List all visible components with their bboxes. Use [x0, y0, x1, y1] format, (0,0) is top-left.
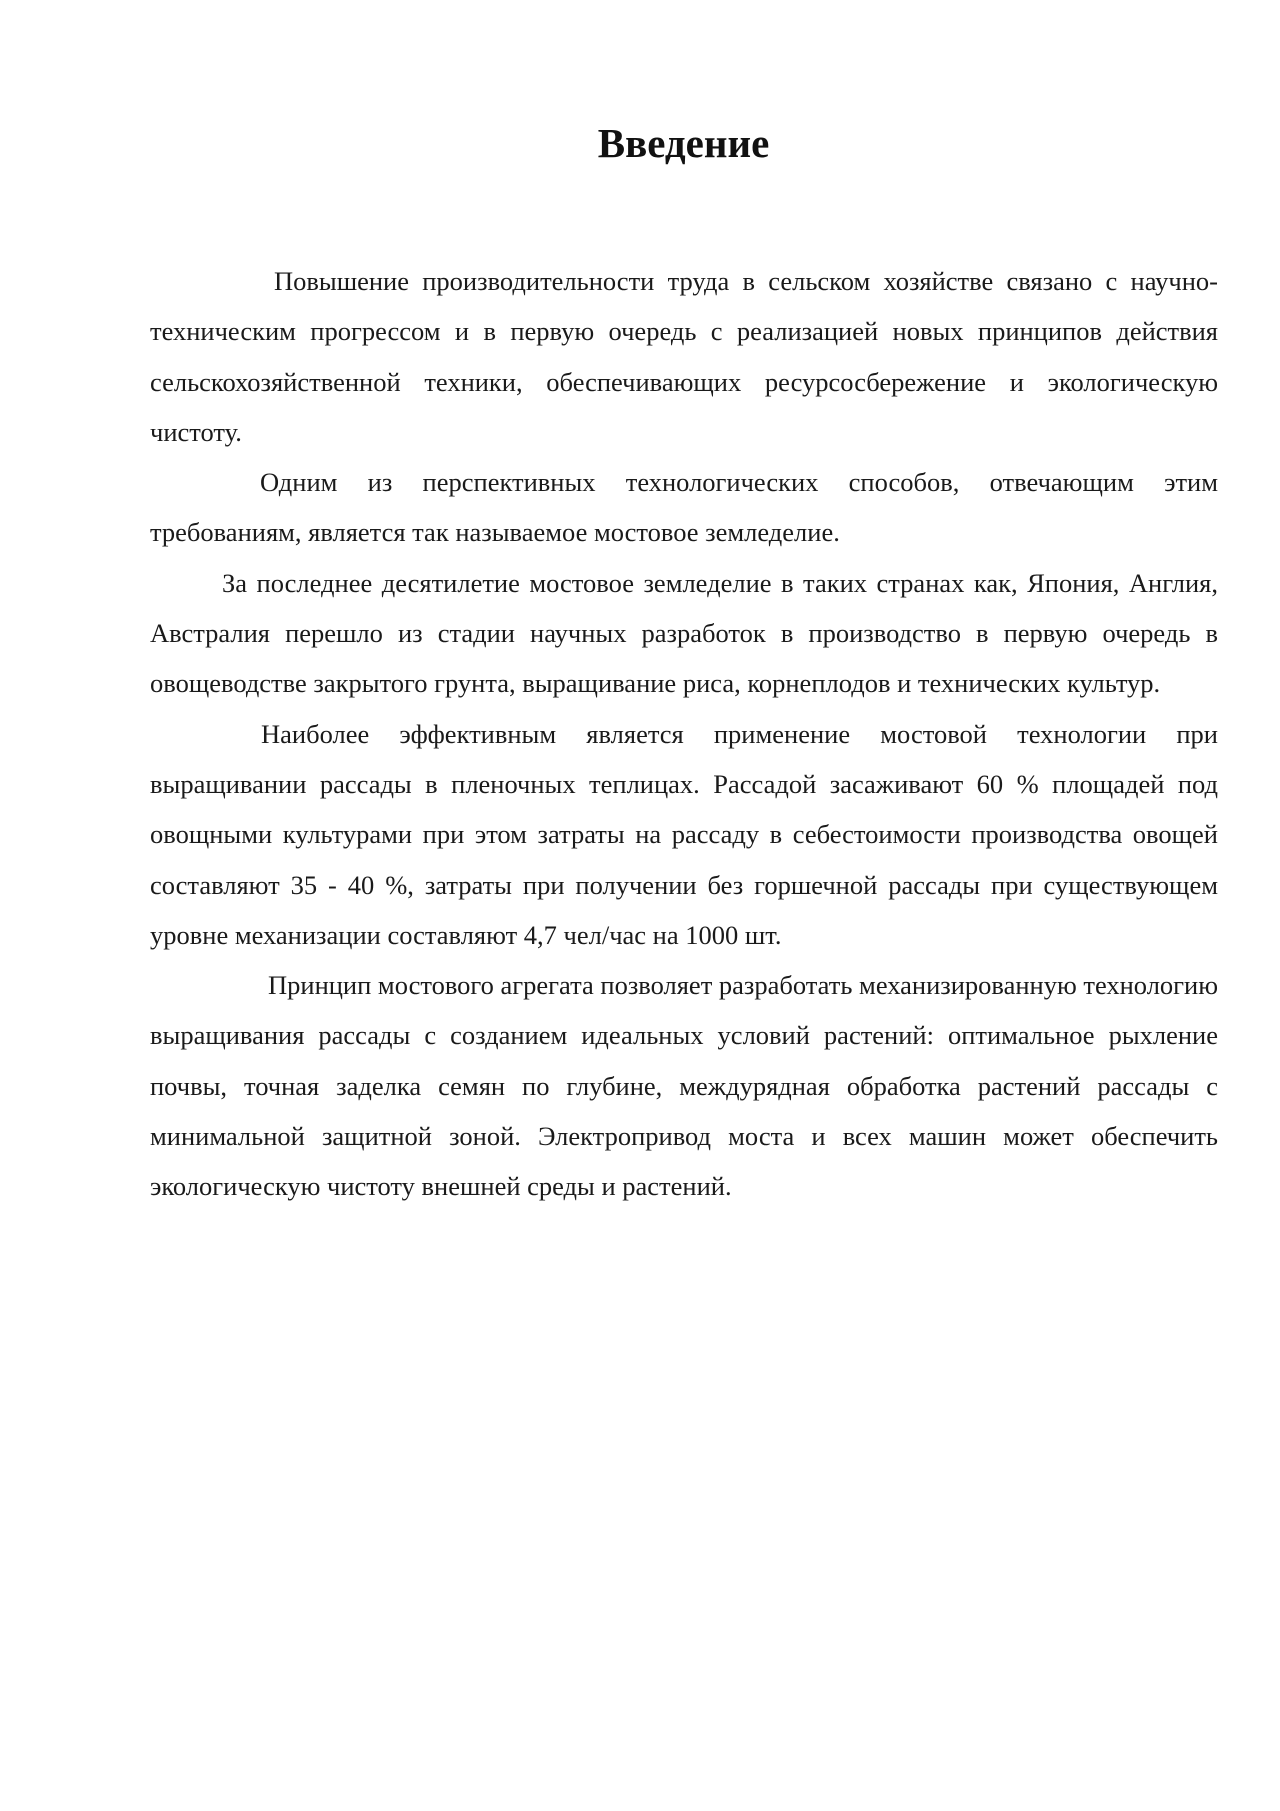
paragraph-5: Принцип мостового агрегата позволяет разработать механизированную технологию выращивания рассады с созданием идеальных условий растений: оптимальное рыхление почвы, точная заделка семян по глубине, междурядная обработка растений рассады с минимальной защитной зоной. Электропривод моста и всех машин может обеспечить экологическую чистоту внешней среды и растений. [150, 970, 1219, 1202]
paragraph-3: За последнее десятилетие мостовое земледелие в таких странах как, Япония, Англия, Австралия перешло из стадии научных разработок в производство в первую очередь в овощеводстве закрытого грунта, выращивание риса, корнеплодов и технических культур. [150, 567, 1218, 699]
paragraph-2: Одним из перспективных технологических способов, отвечающим этим требованиям, является так называемое мостовое земледелие. [150, 467, 1218, 548]
page-title: Введение [597, 120, 770, 166]
document-body [150, 256, 1218, 1212]
paragraph-4: Наиболее эффективным является применение мостовой технологии при выращивании рассады в пленочных теплицах. Рассадой засаживают 60 % площадей под овощными культурами при этом затраты на рассаду в себестоимости производства овощей составляют 35 - 40 %, затраты при получении без горшечной рассады при существующем уровне механизации составляют 4,7 чел/час на 1000 шт. [150, 718, 1218, 950]
paragraph-1: Повышение производительности труда в сельском хозяйстве связано с научно-техническим прогрессом и в первую очередь с реализацией новых принципов действия сельскохозяйственной техники, обеспечивающих ресурсосбережение и экологическую чистоту. [150, 266, 1218, 447]
